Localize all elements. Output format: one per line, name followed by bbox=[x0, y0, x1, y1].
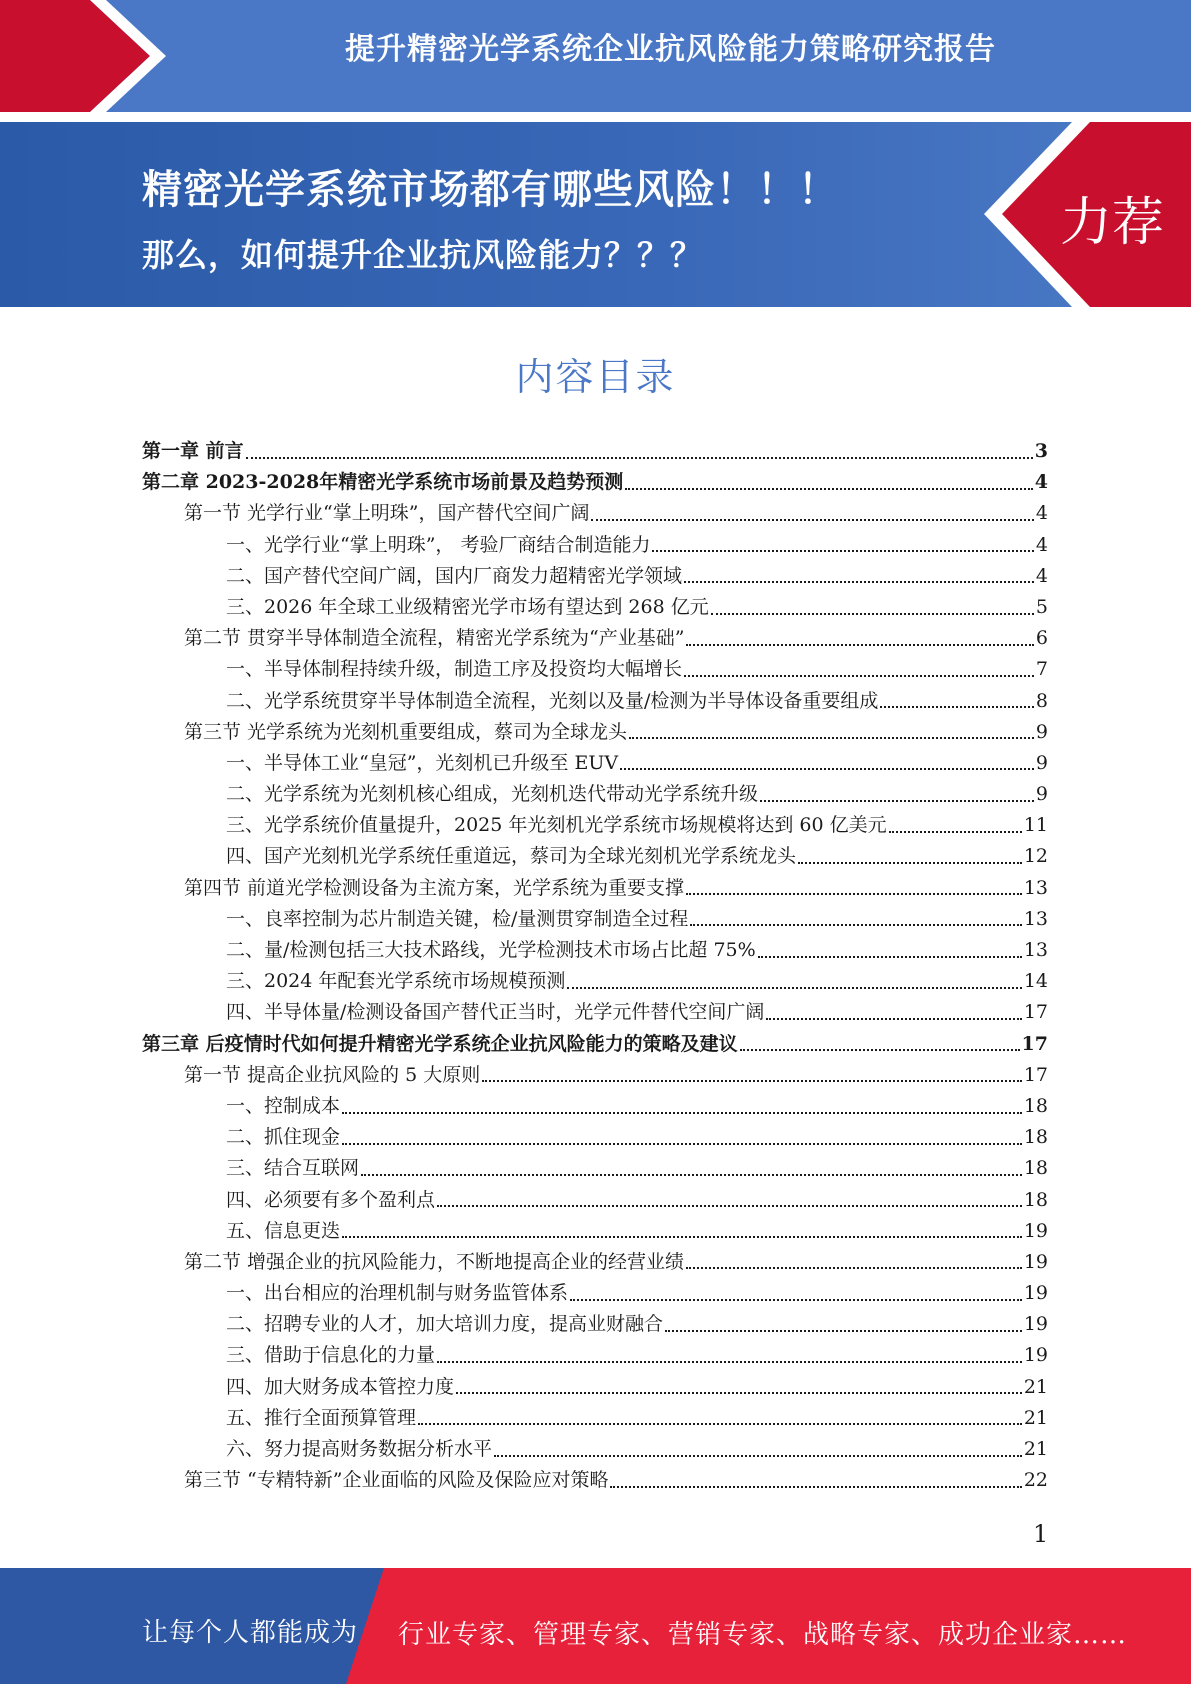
toc-entry[interactable] bbox=[142, 1216, 1048, 1247]
hero-banner bbox=[0, 122, 1191, 307]
toc-entry-page: 18 bbox=[1023, 1126, 1048, 1149]
toc-dot-leader bbox=[686, 644, 1033, 646]
toc-dot-leader bbox=[610, 1486, 1021, 1488]
toc-entry-page: 19 bbox=[1023, 1313, 1048, 1336]
toc-entry-page: 13 bbox=[1023, 876, 1048, 899]
footer bbox=[0, 1568, 1191, 1684]
toc-dot-leader bbox=[437, 1361, 1022, 1363]
toc-entry-page: 4 bbox=[1034, 471, 1048, 494]
toc-entry-page: 11 bbox=[1023, 814, 1048, 837]
toc-entry-title: 三、光学系统价值量提升，2025 年光刻机光学系统市场规模将达到 60 亿美元 bbox=[226, 814, 887, 837]
toc-entry-page: 18 bbox=[1023, 1157, 1048, 1180]
toc-entry-title: 二、招聘专业的人才，加大培训力度，提高业财融合 bbox=[226, 1313, 664, 1336]
hero-headline: 精密光学系统市场都有哪些风险！！！ bbox=[142, 167, 839, 213]
toc-dot-leader bbox=[494, 1455, 1022, 1457]
toc-entry[interactable] bbox=[142, 810, 1048, 841]
toc-dot-leader bbox=[437, 1205, 1022, 1207]
toc-dot-leader bbox=[342, 1236, 1022, 1238]
toc-entry[interactable] bbox=[142, 1091, 1048, 1122]
page-number: 1 bbox=[1033, 1520, 1049, 1548]
footer-slogan: 让每个人都能成为 bbox=[142, 1618, 359, 1648]
toc-entry-page: 4 bbox=[1035, 533, 1048, 556]
toc-entry[interactable] bbox=[142, 467, 1048, 498]
toc-entry-title: 二、量/检测包括三大技术路线，光学检测技术市场占比超 75% bbox=[226, 939, 756, 961]
toc-entry-page: 19 bbox=[1023, 1250, 1048, 1273]
toc-dot-leader bbox=[620, 768, 1034, 770]
toc-entry[interactable] bbox=[142, 1434, 1048, 1465]
toc-entry-page: 22 bbox=[1023, 1469, 1048, 1492]
toc-entry-title: 第三节 光学系统为光刻机重要组成，蔡司为全球龙头 bbox=[184, 720, 628, 743]
toc-entry-page: 9 bbox=[1035, 720, 1048, 743]
toc-entry-page: 18 bbox=[1023, 1094, 1048, 1117]
toc-entry[interactable] bbox=[142, 1340, 1048, 1371]
toc-entry-page: 18 bbox=[1023, 1188, 1048, 1211]
toc-entry-page: 5 bbox=[1035, 595, 1048, 618]
toc-entry-page: 9 bbox=[1035, 783, 1048, 806]
toc-entry-title: 四、必须要有多个盈利点 bbox=[226, 1188, 436, 1211]
toc-dot-leader bbox=[758, 956, 1022, 958]
toc-entry[interactable] bbox=[142, 779, 1048, 810]
toc-entry-page: 17 bbox=[1023, 1001, 1048, 1024]
toc-entry[interactable] bbox=[142, 1309, 1048, 1340]
toc-entry[interactable] bbox=[142, 1122, 1048, 1153]
toc-entry-title: 第一章 前言 bbox=[142, 440, 244, 462]
toc-dot-leader bbox=[418, 1423, 1022, 1425]
toc-entry[interactable] bbox=[142, 873, 1048, 904]
toc-entry[interactable] bbox=[142, 841, 1048, 872]
toc-entry-title: 三、结合互联网 bbox=[226, 1157, 360, 1180]
report-title: 提升精密光学系统企业抗风险能力策略研究报告 bbox=[345, 32, 996, 67]
toc-entry[interactable] bbox=[142, 904, 1048, 935]
toc-entry[interactable] bbox=[142, 1185, 1048, 1216]
toc-dot-leader bbox=[684, 675, 1034, 677]
toc-entry[interactable] bbox=[142, 935, 1048, 966]
toc-entry-title: 五、推行全面预算管理 bbox=[226, 1406, 417, 1429]
toc-entry-page: 7 bbox=[1035, 658, 1048, 681]
toc-entry[interactable] bbox=[142, 1372, 1048, 1403]
toc-entry-title: 第三节 “专精特新”企业面临的风险及保险应对策略 bbox=[184, 1469, 609, 1492]
toc-entry[interactable] bbox=[142, 498, 1048, 529]
toc-dot-leader bbox=[880, 706, 1034, 708]
toc-entry-title: 六、努力提高财务数据分析水平 bbox=[226, 1438, 493, 1460]
toc-entry-title: 四、半导体量/检测设备国产替代正当时，光学元件替代空间广阔 bbox=[226, 1001, 765, 1024]
toc-entry[interactable] bbox=[142, 1465, 1048, 1496]
toc-dot-leader bbox=[684, 581, 1034, 583]
toc-entry-page: 17 bbox=[1023, 1063, 1048, 1086]
toc-entry-title: 第二章 2023-2028年精密光学系统市场前景及趋势预测 bbox=[142, 471, 624, 494]
toc-entry[interactable] bbox=[142, 1247, 1048, 1278]
toc-entry[interactable] bbox=[142, 623, 1048, 654]
toc-entry-title: 二、抓住现金 bbox=[226, 1126, 341, 1149]
toc-dot-leader bbox=[766, 1018, 1021, 1020]
toc-entry-title: 三、借助于信息化的力量 bbox=[226, 1344, 436, 1367]
hero-subheadline: 那么，如何提升企业抗风险能力？？？ bbox=[142, 236, 704, 274]
toc-entry-page: 9 bbox=[1035, 751, 1048, 774]
toc-entry-title: 一、控制成本 bbox=[226, 1094, 341, 1117]
toc-entry-title: 二、光学系统为光刻机核心组成，光刻机迭代带动光学系统升级 bbox=[226, 783, 759, 806]
toc-entry[interactable] bbox=[142, 1403, 1048, 1434]
toc-entry-title: 一、半导体制程持续升级，制造工序及投资均大幅增长 bbox=[226, 658, 683, 681]
toc-entry-title: 三、2024 年配套光学系统市场规模预测 bbox=[226, 970, 566, 993]
recommend-badge: 力荐 bbox=[1060, 193, 1165, 253]
toc-dot-leader bbox=[246, 457, 1033, 459]
toc-entry-title: 第四节 前道光学检测设备为主流方案，光学系统为重要支撑 bbox=[184, 876, 685, 899]
toc-entry[interactable] bbox=[142, 654, 1048, 685]
toc-dot-leader bbox=[342, 1112, 1022, 1114]
toc-entry[interactable] bbox=[142, 1278, 1048, 1309]
toc-entry-page: 12 bbox=[1023, 845, 1048, 868]
toc-dot-leader bbox=[625, 488, 1033, 490]
toc-entry[interactable] bbox=[142, 592, 1048, 623]
toc-dot-leader bbox=[740, 1049, 1020, 1051]
toc-entry-page: 19 bbox=[1023, 1282, 1048, 1305]
toc-dot-leader bbox=[690, 924, 1021, 926]
table-of-contents bbox=[142, 436, 1048, 1496]
toc-entry-title: 二、国产替代空间广阔，国内厂商发力超精密光学领域 bbox=[226, 564, 683, 587]
toc-dot-leader bbox=[686, 1267, 1022, 1269]
toc-entry[interactable] bbox=[142, 717, 1048, 748]
toc-entry-page: 4 bbox=[1035, 564, 1048, 587]
toc-entry-title: 一、半导体工业“皇冠”，光刻机已升级至 EUV bbox=[226, 751, 619, 774]
toc-entry-title: 一、出台相应的治理机制与财务监管体系 bbox=[226, 1282, 569, 1305]
toc-entry-page: 19 bbox=[1023, 1344, 1048, 1367]
toc-title: 内容目录 bbox=[515, 355, 676, 399]
toc-entry-page: 21 bbox=[1023, 1375, 1048, 1398]
toc-dot-leader bbox=[456, 1392, 1022, 1394]
toc-dot-leader bbox=[591, 519, 1033, 521]
toc-dot-leader bbox=[652, 550, 1033, 552]
toc-entry[interactable] bbox=[142, 1153, 1048, 1184]
toc-entry-page: 13 bbox=[1023, 907, 1048, 930]
toc-entry[interactable] bbox=[142, 1060, 1048, 1091]
toc-entry[interactable] bbox=[142, 748, 1048, 779]
toc-entry-page: 8 bbox=[1035, 689, 1048, 712]
toc-dot-leader bbox=[665, 1330, 1022, 1332]
toc-entry[interactable] bbox=[142, 561, 1048, 592]
toc-entry-title: 第一节 光学行业“掌上明珠”，国产替代空间广阔 bbox=[184, 502, 590, 525]
toc-entry-page: 19 bbox=[1023, 1219, 1048, 1242]
toc-dot-leader bbox=[686, 893, 1022, 895]
toc-entry-page: 17 bbox=[1021, 1032, 1048, 1055]
toc-entry[interactable] bbox=[142, 997, 1048, 1028]
toc-dot-leader bbox=[889, 831, 1022, 833]
toc-entry-title: 五、信息更迭 bbox=[226, 1219, 341, 1242]
toc-dot-leader bbox=[482, 1080, 1022, 1082]
toc-entry-title: 第二节 增强企业的抗风险能力，不断地提高企业的经营业绩 bbox=[184, 1250, 685, 1273]
top-banner bbox=[0, 0, 1191, 112]
toc-entry[interactable] bbox=[142, 530, 1048, 561]
toc-entry-title: 第一节 提高企业抗风险的 5 大原则 bbox=[184, 1063, 481, 1086]
toc-entry[interactable] bbox=[142, 436, 1048, 467]
toc-entry[interactable] bbox=[142, 1029, 1048, 1060]
toc-dot-leader bbox=[629, 737, 1034, 739]
toc-entry-page: 13 bbox=[1023, 939, 1048, 961]
toc-entry-title: 一、良率控制为芯片制造关键，检/量测贯穿制造全过程 bbox=[226, 907, 689, 930]
footer-roles: 行业专家、管理专家、营销专家、战略专家、成功企业家…… bbox=[398, 1620, 1128, 1650]
toc-entry-page: 21 bbox=[1023, 1406, 1048, 1429]
toc-entry-page: 3 bbox=[1034, 440, 1048, 462]
toc-dot-leader bbox=[361, 1174, 1022, 1176]
toc-entry-page: 14 bbox=[1023, 970, 1048, 993]
toc-entry-title: 第三章 后疫情时代如何提升精密光学系统企业抗风险能力的策略及建议 bbox=[142, 1032, 738, 1055]
toc-entry-title: 四、加大财务成本管控力度 bbox=[226, 1375, 455, 1398]
toc-entry-title: 一、光学行业“掌上明珠”， 考验厂商结合制造能力 bbox=[226, 533, 651, 556]
toc-entry-title: 第二节 贯穿半导体制造全流程，精密光学系统为“产业基础” bbox=[184, 627, 685, 650]
toc-entry[interactable] bbox=[142, 966, 1048, 997]
toc-entry-title: 二、光学系统贯穿半导体制造全流程，光刻以及量/检测为半导体设备重要组成 bbox=[226, 689, 879, 712]
toc-dot-leader bbox=[342, 1143, 1022, 1145]
toc-entry-page: 21 bbox=[1023, 1438, 1048, 1460]
toc-dot-leader bbox=[760, 800, 1034, 802]
toc-entry[interactable] bbox=[142, 686, 1048, 717]
toc-entry-page: 6 bbox=[1035, 627, 1048, 650]
toc-entry-title: 三、2026 年全球工业级精密光学市场有望达到 268 亿元 bbox=[226, 595, 709, 618]
toc-dot-leader bbox=[570, 1299, 1022, 1301]
toc-dot-leader bbox=[711, 613, 1034, 615]
toc-entry-title: 四、国产光刻机光学系统任重道远，蔡司为全球光刻机光学系统龙头 bbox=[226, 845, 797, 868]
toc-entry-page: 4 bbox=[1035, 502, 1048, 525]
toc-dot-leader bbox=[567, 987, 1021, 989]
toc-dot-leader bbox=[798, 862, 1022, 864]
